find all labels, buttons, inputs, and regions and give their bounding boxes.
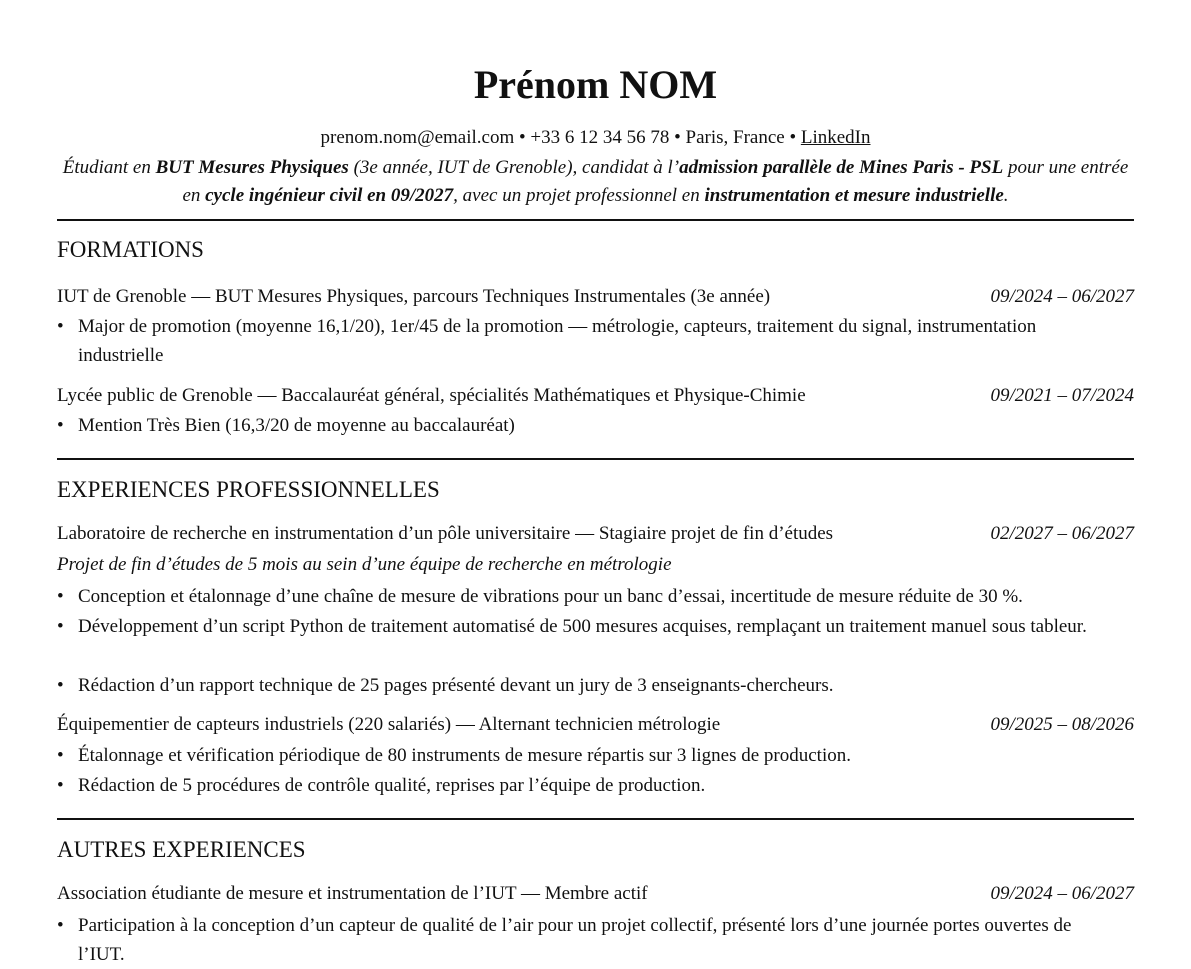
bullet-item: • Mention Très Bien (16,3/20 de moyenne au baccalauréat): [78, 411, 1098, 440]
linkedin-link[interactable]: LinkedIn: [800, 127, 871, 148]
entry-dates: 09/2024 – 06/2027: [990, 883, 1134, 904]
entry-title: IUT de Grenoble — BUT Mesures Physiques, parcours Techniques Instrumentales (3e année): [57, 286, 771, 307]
bullet-item: • Étalonnage et vérification périodique de 80 instruments de mesure répartis sur 3 lignes de production.: [78, 741, 1098, 770]
entry-heading: [57, 522, 1134, 546]
candidate-name: Prénom NOM: [473, 62, 718, 107]
entry-title: Équipementier de capteurs industriels (220 salariés) — Alternant technicien métrologie: [57, 714, 721, 735]
bullet-item: • Développement d’un script Python de traitement automatisé de 500 mesures acquises, remplaçant un traitement manuel sous tableur.: [78, 612, 1098, 641]
summary-text: pour une entrée en: [182, 157, 1129, 206]
summary-highlight: admission parallèle de Mines Paris - PSL: [679, 157, 1004, 178]
section-title-autres: AUTRES EXPERIENCES: [57, 837, 306, 862]
section-divider: [57, 219, 1134, 221]
entry-dates: 09/2024 – 06/2027: [990, 286, 1134, 307]
bullet-item: • Participation à la conception d’un capteur de qualité de l’air pour un projet collectif, présenté lors d’une journée portes ouvertes de l’IUT.: [78, 911, 1098, 969]
bullet-item: • Major de promotion (moyenne 16,1/20), 1er/45 de la promotion — métrologie, capteurs, traitement du signal, instrumentation industrielle: [78, 312, 1098, 370]
summary-text: .: [1003, 185, 1009, 206]
summary-highlight: instrumentation et mesure industrielle: [704, 185, 1004, 206]
entry-title: Lycée public de Grenoble — Baccalauréat général, spécialités Mathématiques et Physique-Chimie: [57, 385, 806, 406]
entry-heading: [57, 384, 1134, 408]
section-divider: [57, 458, 1134, 460]
entry-heading: [57, 713, 1134, 737]
entry-heading: [57, 285, 1134, 309]
summary-highlight: cycle ingénieur civil en 09/2027: [205, 185, 454, 206]
profile-summary: [57, 154, 1134, 210]
contact-details: prenom.nom@email.com • +33 6 12 34 56 78 • Paris, France •: [320, 127, 797, 148]
entry-subtitle: Projet de fin d’études de 5 mois au sein d’une équipe de recherche en métrologie: [57, 554, 672, 575]
summary-text: Étudiant en: [62, 157, 156, 178]
bullet-item: • Rédaction d’un rapport technique de 25 pages présenté devant un jury de 3 enseignants-chercheurs.: [78, 671, 1098, 700]
entry-dates: 09/2021 – 07/2024: [990, 385, 1134, 406]
summary-text: , avec un projet professionnel en: [453, 185, 705, 206]
section-divider: [57, 818, 1134, 820]
summary-text: (3e année, IUT de Grenoble), candidat à l’: [348, 157, 680, 178]
summary-highlight: BUT Mesures Physiques: [155, 157, 349, 178]
section-title-experiences: EXPERIENCES PROFESSIONNELLES: [57, 477, 440, 502]
entry-dates: 09/2025 – 08/2026: [990, 714, 1134, 735]
entry-heading: [57, 882, 1134, 906]
entry-title: Laboratoire de recherche en instrumentation d’un pôle universitaire — Stagiaire projet de fin d’études: [57, 523, 834, 544]
contact-line: [0, 126, 1191, 150]
bullet-item: • Rédaction de 5 procédures de contrôle qualité, reprises par l’équipe de production.: [78, 771, 1098, 800]
entry-dates: 02/2027 – 06/2027: [990, 523, 1134, 544]
bullet-item: • Conception et étalonnage d’une chaîne de mesure de vibrations pour un banc d’essai, incertitude de mesure réduite de 30 %.: [78, 582, 1098, 611]
section-title-formations: FORMATIONS: [57, 237, 204, 262]
entry-title: Association étudiante de mesure et instrumentation de l’IUT — Membre actif: [57, 883, 648, 904]
